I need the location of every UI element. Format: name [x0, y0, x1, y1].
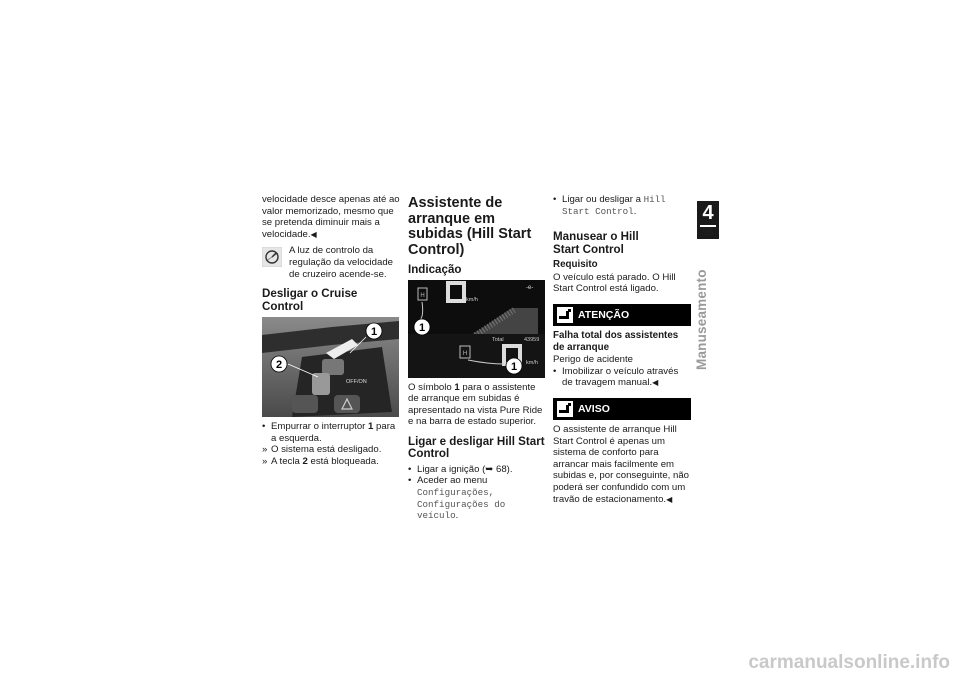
intro-paragraph [262, 194, 400, 240]
section-heading-hill-on-off: Ligar e desligar Hill Start Control [408, 434, 545, 461]
column-1 [262, 194, 400, 468]
dash-callout-1b: 1 [510, 360, 518, 373]
section-side-title: Manuseamento [694, 269, 709, 370]
indicator-text: A luz de controlo da regulação da velocidade de cruzeiro acende-se. [289, 245, 394, 280]
chapter-number: 4 [702, 202, 714, 224]
page-reference-arrow-icon: ➥ [485, 463, 494, 475]
watermark: carmanualsonline.info [748, 652, 950, 673]
section-heading-manusear: Manusear o Hill Start Control [553, 230, 639, 256]
warning-hand-icon [557, 307, 573, 323]
requisito-text: O veículo está parado. O Hill Start Control está ligado. [553, 271, 676, 295]
menu-option: Hill Start Control [562, 194, 666, 217]
indicacao-paragraph: O símbolo 1 para o assistente de arranque em subidas é apresentado na vista Pure Ride e na barra de estado superior. [408, 381, 543, 428]
atencao-list [553, 366, 691, 389]
indicator-note [262, 245, 400, 280]
notice-hand-icon [557, 401, 573, 417]
switch-label: OFF/ON [346, 379, 367, 386]
cruise-control-indicator-icon [262, 247, 282, 267]
aviso-label: AVISO [578, 402, 610, 415]
end-marker: ◀ [666, 494, 673, 504]
svg-text:-e-: -e- [526, 284, 534, 291]
list-item: • Empurrar o interruptor 1 para a esquerda. [262, 421, 396, 444]
requisito-heading: Requisito [553, 259, 598, 271]
section-heading-cruise-off: Desligar o Cruise Control [262, 287, 358, 313]
dash-top-speed: 0 [456, 315, 460, 322]
callout-1: 1 [370, 326, 378, 339]
steps-list-cruise-off [262, 421, 400, 467]
dashboard-display-image [408, 280, 545, 378]
list-item: • Aceder ao menu Configurações, Configurações do veículo. [408, 475, 506, 522]
column-3 [553, 194, 691, 505]
dash-callout-1a: 1 [418, 321, 426, 334]
atencao-banner [553, 304, 691, 326]
list-item: • Ligar a ignição (➥ 68). [408, 463, 513, 475]
list-item: » A tecla 2 está bloqueada. [262, 455, 379, 467]
handlebar-switch-photo [262, 317, 399, 417]
menu-path: Configurações, Configurações do veículo [417, 487, 506, 522]
steps-list-hill-on-off [408, 464, 546, 522]
dash-bottom-unit: km/h [526, 359, 538, 366]
callout-2: 2 [275, 359, 283, 372]
column-2 [408, 194, 546, 522]
list-item: • Ligar ou desligar a Hill Start Control. [553, 194, 666, 217]
dash-top-unit: km/h [466, 296, 478, 303]
sub-heading-indicacao: Indicação [408, 263, 462, 276]
page-number: 95 [702, 227, 714, 238]
steps-list-continued [553, 194, 691, 217]
svg-text:H: H [462, 350, 468, 357]
atencao-risk: Perigo de acidente [553, 354, 634, 366]
intro-text: velocidade desce apenas até ao valor memorizado, mesmo que se pretenda diminuir mais a velocidade. [262, 194, 400, 240]
svg-text:H: H [420, 292, 425, 299]
atencao-title: Falha total dos assistentes de arranque [553, 329, 679, 353]
list-item: • Imobilizar o veículo através de travagem manual.◀ [553, 365, 679, 389]
section-title-hill-start: Assistente de arranque em subidas (Hill Start Control) [408, 195, 532, 258]
dash-total-label: Total [492, 336, 504, 343]
aviso-banner [553, 398, 691, 420]
aviso-paragraph: O assistente de arranque Hill Start Control é apenas um sistema de conforto para arrancar mais facilmente em subidas e, por conseguinte, não poderá ser confundido com um travão de estacionamento.◀ [553, 423, 690, 505]
atencao-label: ATENÇÃO [578, 308, 630, 321]
list-item: » O sistema está desligado. [262, 444, 382, 456]
dash-total-value: 43959 [524, 336, 540, 343]
end-marker: ◀ [310, 229, 317, 239]
end-marker: ◀ [652, 378, 659, 388]
